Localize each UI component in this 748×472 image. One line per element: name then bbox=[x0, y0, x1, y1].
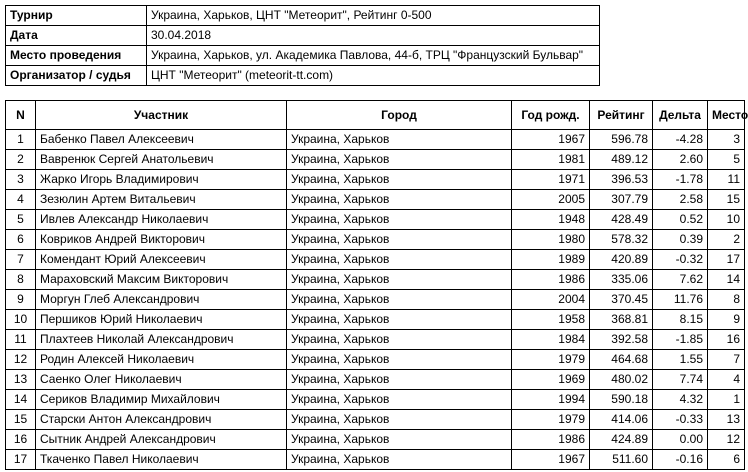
cell-n: 9 bbox=[6, 290, 36, 310]
cell-place: 9 bbox=[708, 310, 745, 330]
table-row bbox=[6, 290, 745, 310]
cell-rating: 489.12 bbox=[590, 150, 653, 170]
cell-city: Украина, Харьков bbox=[287, 290, 512, 310]
table-row bbox=[6, 150, 745, 170]
cell-city: Украина, Харьков bbox=[287, 310, 512, 330]
info-row bbox=[6, 6, 600, 26]
col-header-n: N bbox=[6, 101, 36, 130]
cell-place: 1 bbox=[708, 390, 745, 410]
col-header-rating: Рейтинг bbox=[590, 101, 653, 130]
cell-city: Украина, Харьков bbox=[287, 190, 512, 210]
cell-city: Украина, Харьков bbox=[287, 170, 512, 190]
cell-city: Украина, Харьков bbox=[287, 330, 512, 350]
cell-birth-year: 1948 bbox=[512, 210, 590, 230]
header-row bbox=[6, 101, 745, 130]
cell-participant: Ткаченко Павел Николаевич bbox=[36, 450, 287, 470]
cell-city: Украина, Харьков bbox=[287, 210, 512, 230]
cell-rating: 307.79 bbox=[590, 190, 653, 210]
cell-n: 6 bbox=[6, 230, 36, 250]
col-header-city: Город bbox=[287, 101, 512, 130]
cell-rating: 370.45 bbox=[590, 290, 653, 310]
info-value: 30.04.2018 bbox=[147, 26, 600, 46]
cell-n: 12 bbox=[6, 350, 36, 370]
table-row bbox=[6, 370, 745, 390]
cell-city: Украина, Харьков bbox=[287, 410, 512, 430]
cell-delta: 7.62 bbox=[653, 270, 708, 290]
cell-participant: Мараховский Максим Викторович bbox=[36, 270, 287, 290]
cell-n: 14 bbox=[6, 390, 36, 410]
cell-place: 2 bbox=[708, 230, 745, 250]
cell-participant: Жарко Игорь Владимирович bbox=[36, 170, 287, 190]
cell-rating: 511.60 bbox=[590, 450, 653, 470]
cell-delta: -1.78 bbox=[653, 170, 708, 190]
cell-delta: -1.85 bbox=[653, 330, 708, 350]
cell-n: 10 bbox=[6, 310, 36, 330]
cell-place: 11 bbox=[708, 170, 745, 190]
cell-n: 13 bbox=[6, 370, 36, 390]
cell-delta: 4.32 bbox=[653, 390, 708, 410]
cell-participant: Комендант Юрий Алексеевич bbox=[36, 250, 287, 270]
cell-birth-year: 1979 bbox=[512, 350, 590, 370]
cell-place: 12 bbox=[708, 430, 745, 450]
cell-place: 7 bbox=[708, 350, 745, 370]
cell-place: 16 bbox=[708, 330, 745, 350]
cell-n: 16 bbox=[6, 430, 36, 450]
cell-place: 14 bbox=[708, 270, 745, 290]
cell-participant: Старски Антон Александрович bbox=[36, 410, 287, 430]
cell-birth-year: 1989 bbox=[512, 250, 590, 270]
info-label: Турнир bbox=[6, 6, 147, 26]
cell-birth-year: 1967 bbox=[512, 450, 590, 470]
cell-delta: 8.15 bbox=[653, 310, 708, 330]
cell-birth-year: 1958 bbox=[512, 310, 590, 330]
cell-place: 13 bbox=[708, 410, 745, 430]
cell-rating: 392.58 bbox=[590, 330, 653, 350]
cell-city: Украина, Харьков bbox=[287, 150, 512, 170]
cell-participant: Сытник Андрей Александрович bbox=[36, 430, 287, 450]
cell-participant: Першиков Юрий Николаевич bbox=[36, 310, 287, 330]
cell-rating: 596.78 bbox=[590, 130, 653, 150]
table-row bbox=[6, 310, 745, 330]
cell-birth-year: 2005 bbox=[512, 190, 590, 210]
cell-birth-year: 1979 bbox=[512, 410, 590, 430]
table-row bbox=[6, 330, 745, 350]
col-header-place: Место bbox=[708, 101, 745, 130]
table-row bbox=[6, 190, 745, 210]
cell-n: 3 bbox=[6, 170, 36, 190]
cell-birth-year: 1980 bbox=[512, 230, 590, 250]
table-row bbox=[6, 430, 745, 450]
cell-place: 8 bbox=[708, 290, 745, 310]
cell-birth-year: 2004 bbox=[512, 290, 590, 310]
info-row bbox=[6, 26, 600, 46]
cell-rating: 414.06 bbox=[590, 410, 653, 430]
cell-delta: -0.16 bbox=[653, 450, 708, 470]
info-row bbox=[6, 66, 600, 86]
cell-rating: 424.89 bbox=[590, 430, 653, 450]
tournament-info-table bbox=[5, 5, 600, 86]
cell-birth-year: 1986 bbox=[512, 270, 590, 290]
cell-city: Украина, Харьков bbox=[287, 250, 512, 270]
cell-delta: -0.32 bbox=[653, 250, 708, 270]
cell-n: 17 bbox=[6, 450, 36, 470]
cell-birth-year: 1984 bbox=[512, 330, 590, 350]
cell-city: Украина, Харьков bbox=[287, 230, 512, 250]
cell-n: 11 bbox=[6, 330, 36, 350]
table-row bbox=[6, 250, 745, 270]
table-row bbox=[6, 210, 745, 230]
cell-birth-year: 1971 bbox=[512, 170, 590, 190]
cell-participant: Вавренюк Сергей Анатольевич bbox=[36, 150, 287, 170]
cell-n: 15 bbox=[6, 410, 36, 430]
cell-participant: Ивлев Александр Николаевич bbox=[36, 210, 287, 230]
cell-city: Украина, Харьков bbox=[287, 390, 512, 410]
cell-delta: 11.76 bbox=[653, 290, 708, 310]
cell-participant: Плахтеев Николай Александрович bbox=[36, 330, 287, 350]
cell-birth-year: 1967 bbox=[512, 130, 590, 150]
cell-participant: Родин Алексей Николаевич bbox=[36, 350, 287, 370]
col-header-delta: Дельта bbox=[653, 101, 708, 130]
cell-place: 6 bbox=[708, 450, 745, 470]
cell-delta: -4.28 bbox=[653, 130, 708, 150]
cell-n: 1 bbox=[6, 130, 36, 150]
info-label: Организатор / судья bbox=[6, 66, 147, 86]
cell-place: 5 bbox=[708, 150, 745, 170]
cell-delta: 0.52 bbox=[653, 210, 708, 230]
cell-n: 4 bbox=[6, 190, 36, 210]
cell-n: 5 bbox=[6, 210, 36, 230]
cell-participant: Сериков Владимир Михайлович bbox=[36, 390, 287, 410]
cell-city: Украина, Харьков bbox=[287, 450, 512, 470]
cell-rating: 428.49 bbox=[590, 210, 653, 230]
cell-participant: Ковриков Андрей Викторович bbox=[36, 230, 287, 250]
info-value: Украина, Харьков, ул. Академика Павлова, 44-б, ТРЦ "Французский Бульвар" bbox=[147, 46, 600, 66]
cell-delta: 0.39 bbox=[653, 230, 708, 250]
cell-place: 3 bbox=[708, 130, 745, 150]
table-row bbox=[6, 350, 745, 370]
info-value: ЦНТ "Метеорит" (meteorit-tt.com) bbox=[147, 66, 600, 86]
cell-participant: Моргун Глеб Александрович bbox=[36, 290, 287, 310]
col-header-participant: Участник bbox=[36, 101, 287, 130]
cell-n: 7 bbox=[6, 250, 36, 270]
cell-participant: Бабенко Павел Алексеевич bbox=[36, 130, 287, 150]
cell-delta: 7.74 bbox=[653, 370, 708, 390]
cell-place: 17 bbox=[708, 250, 745, 270]
info-label: Место проведения bbox=[6, 46, 147, 66]
info-label: Дата bbox=[6, 26, 147, 46]
cell-birth-year: 1986 bbox=[512, 430, 590, 450]
cell-delta: 2.60 bbox=[653, 150, 708, 170]
cell-rating: 335.06 bbox=[590, 270, 653, 290]
cell-birth-year: 1981 bbox=[512, 150, 590, 170]
info-value: Украина, Харьков, ЦНТ "Метеорит", Рейтинг 0-500 bbox=[147, 6, 600, 26]
results-table bbox=[5, 100, 748, 470]
cell-rating: 590.18 bbox=[590, 390, 653, 410]
cell-rating: 368.81 bbox=[590, 310, 653, 330]
cell-n: 2 bbox=[6, 150, 36, 170]
cell-city: Украина, Харьков bbox=[287, 430, 512, 450]
cell-rating: 420.89 bbox=[590, 250, 653, 270]
cell-n: 8 bbox=[6, 270, 36, 290]
cell-rating: 396.53 bbox=[590, 170, 653, 190]
table-row bbox=[6, 410, 745, 430]
cell-participant: Саенко Олег Николаевич bbox=[36, 370, 287, 390]
cell-city: Украина, Харьков bbox=[287, 350, 512, 370]
cell-city: Украина, Харьков bbox=[287, 370, 512, 390]
cell-place: 4 bbox=[708, 370, 745, 390]
cell-rating: 464.68 bbox=[590, 350, 653, 370]
cell-city: Украина, Харьков bbox=[287, 130, 512, 150]
cell-rating: 578.32 bbox=[590, 230, 653, 250]
table-row bbox=[6, 270, 745, 290]
cell-rating: 480.02 bbox=[590, 370, 653, 390]
cell-city: Украина, Харьков bbox=[287, 270, 512, 290]
table-row bbox=[6, 130, 745, 150]
cell-place: 10 bbox=[708, 210, 745, 230]
cell-delta: 0.00 bbox=[653, 430, 708, 450]
table-row bbox=[6, 450, 745, 470]
table-row bbox=[6, 170, 745, 190]
info-row bbox=[6, 46, 600, 66]
cell-delta: 2.58 bbox=[653, 190, 708, 210]
col-header-birth-year: Год рожд. bbox=[512, 101, 590, 130]
cell-delta: -0.33 bbox=[653, 410, 708, 430]
table-row bbox=[6, 390, 745, 410]
cell-participant: Зезюлин Артем Витальевич bbox=[36, 190, 287, 210]
cell-birth-year: 1969 bbox=[512, 370, 590, 390]
cell-delta: 1.55 bbox=[653, 350, 708, 370]
table-row bbox=[6, 230, 745, 250]
cell-place: 15 bbox=[708, 190, 745, 210]
cell-birth-year: 1994 bbox=[512, 390, 590, 410]
